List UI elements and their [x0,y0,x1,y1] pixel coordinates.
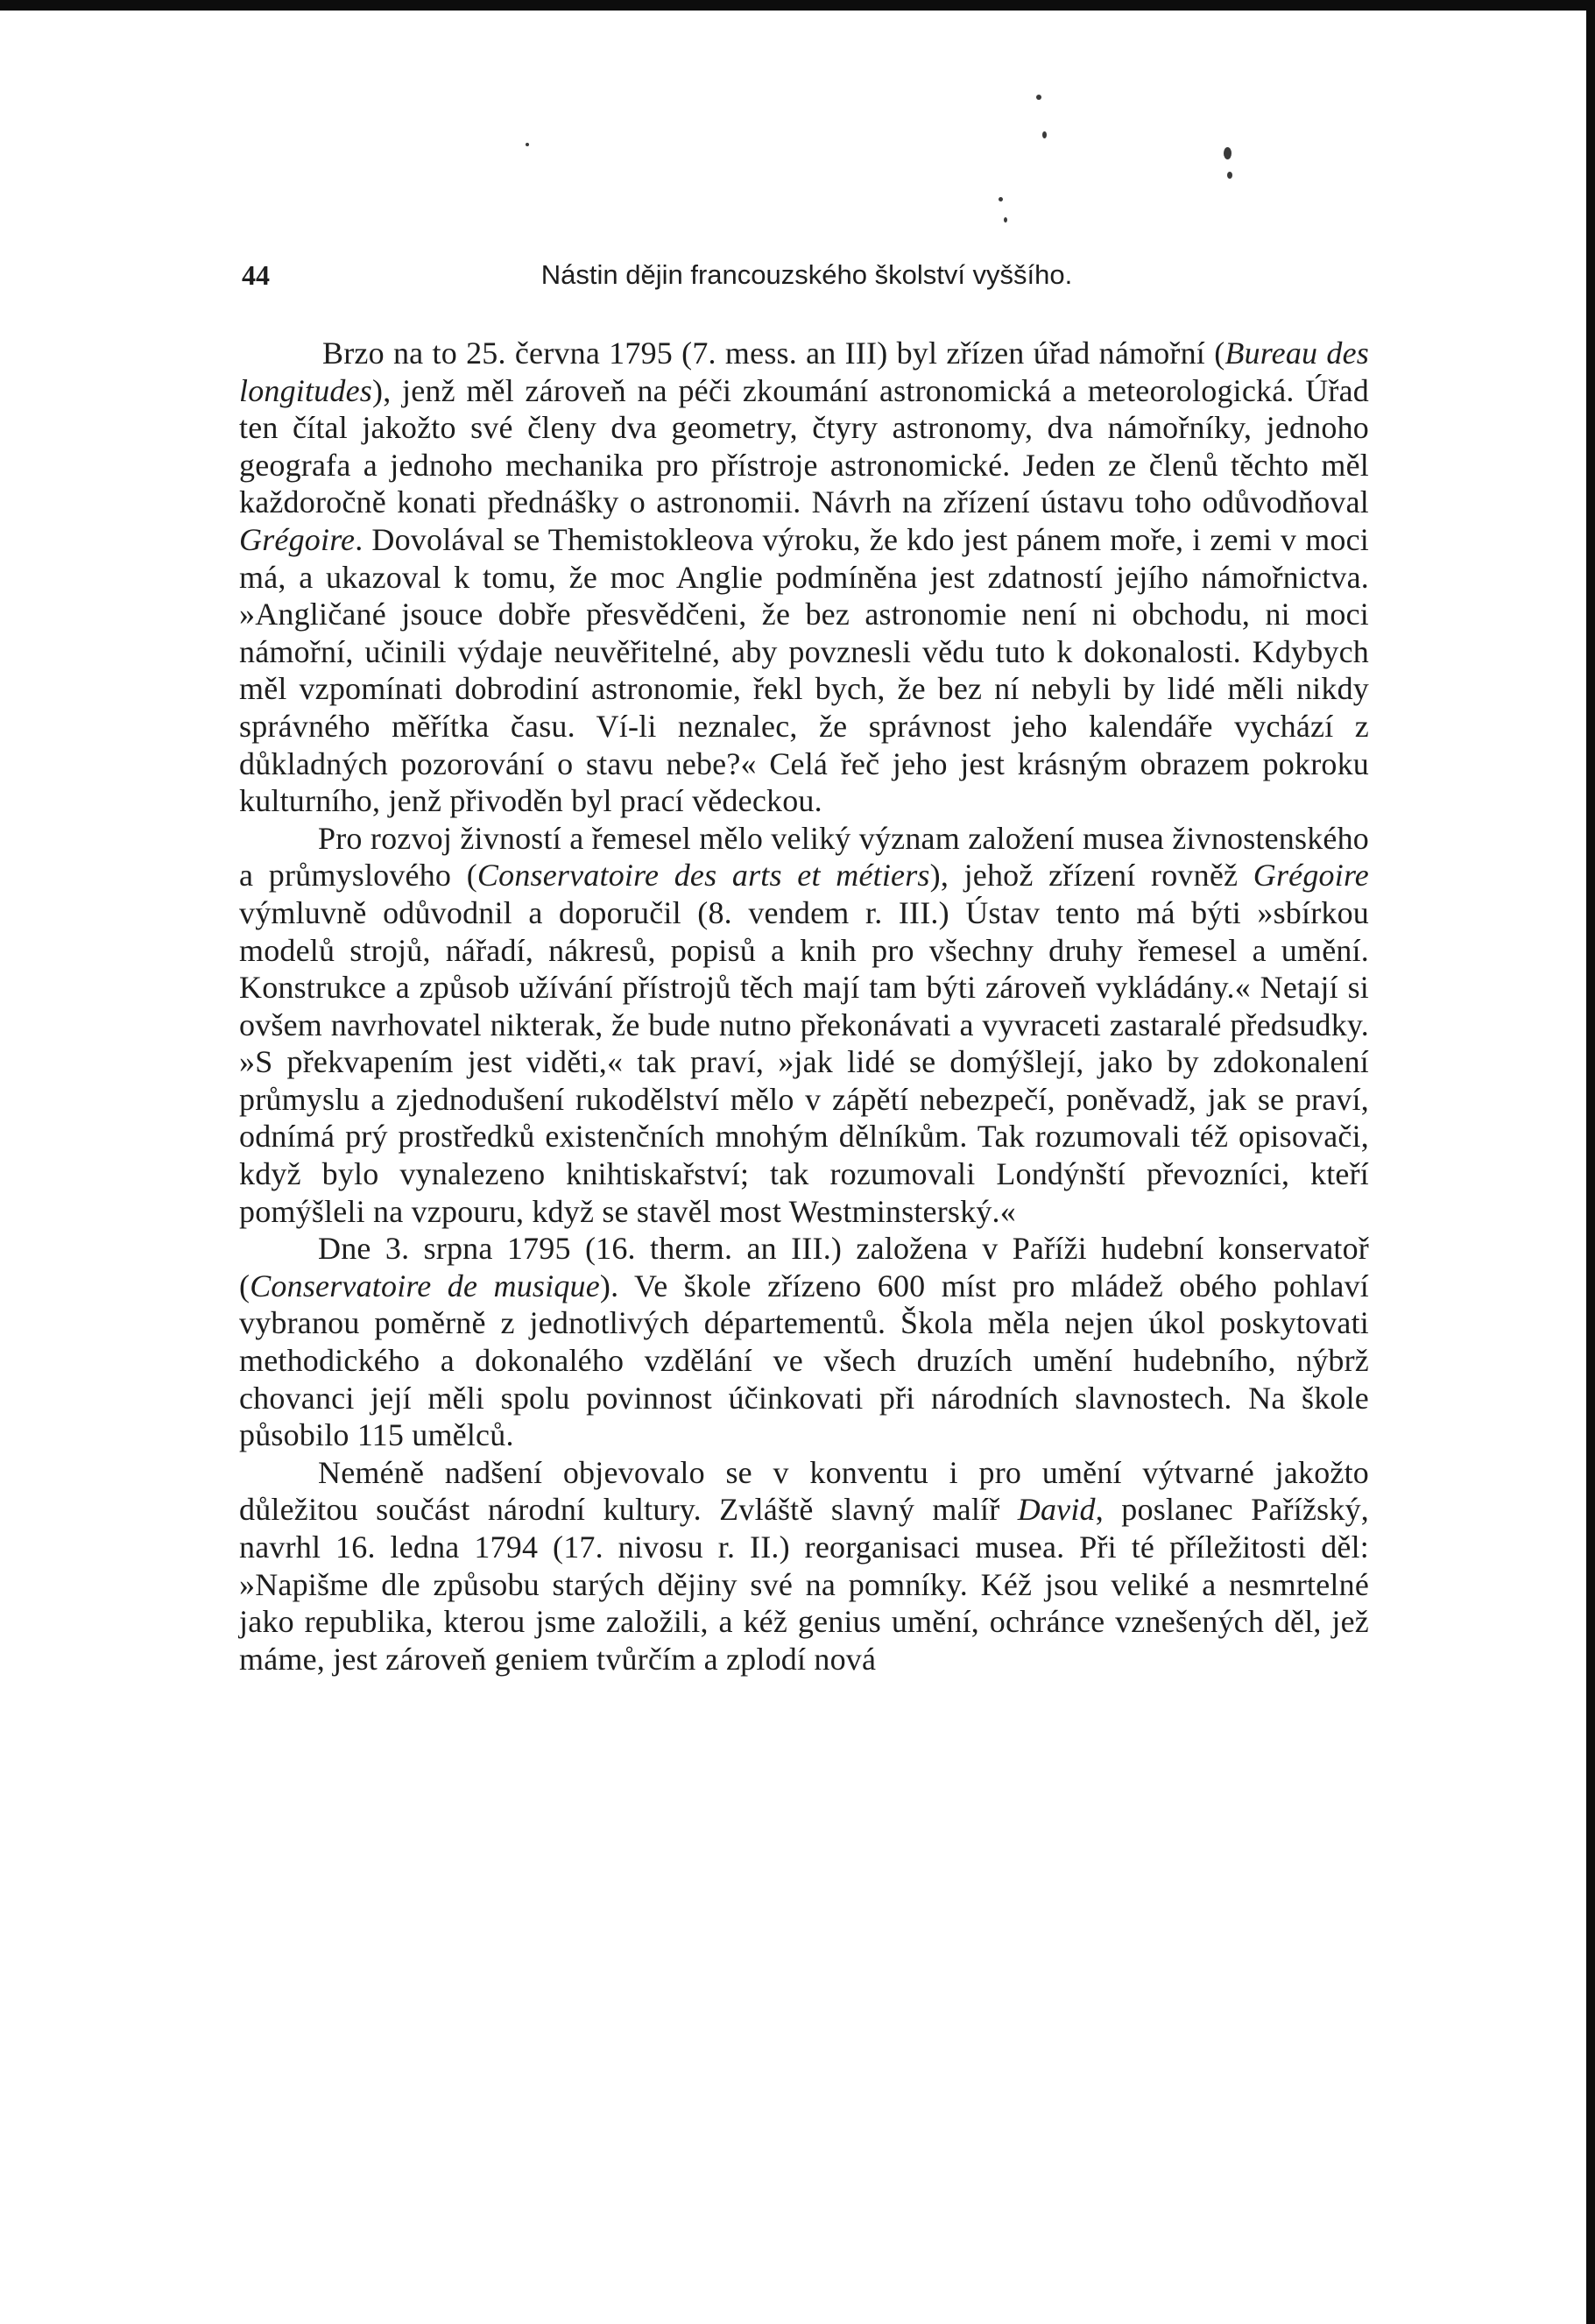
paragraph [239,820,1369,1231]
text-run: ), jehož zřízení rovněž [929,858,1253,894]
text-run: , poslanec Pařížský, navrhl 16. ledna 1794 (17. nivosu r. II.) reorganisaci musea. Při té příležitosti děl: »Napišme dle způsobu starých dějiny své na pomníky. Kéž jsou veliké a nesmrtelné jako republika, kterou jsme založili, a kéž genius umění, ochránce vznešených děl, jež máme, jest zároveň geniem tvůrčím a zplodí nová [239,1492,1369,1677]
scan-speck [999,197,1003,201]
italic-term: Conservatoire des arts et métiers [476,858,930,894]
text-run: Pro rozvoj živností a řemesel mělo veliký význam založení musea živnostenského a průmyslového ( [239,820,1369,894]
scan-border-right [1586,0,1595,2324]
scan-speck [1004,217,1007,223]
text-run: . Dovolával se Themistokleova výroku, že kdo jest pánem moře, i zemi v moci má, a ukazoval k tomu, že moc Anglie podmíněna jest zdatností jejího námořnictva. »Angličané jsouce dobře přesvědčeni, že bez astronomie není ni obchodu, ni moci námořní, učinili výdaje neuvěřitelné, aby povznesli vědu tuto k dokonalosti. Kdybych měl vzpomínati dobrodiní astronomie, řekl bych, že bez ní nebyli by lidé měli nikdy správného měřítka času. Ví-li neznalec, že správnost jeho kalendáře vychází z důkladných pozorování o stavu nebe?« Celá řeč jeho jest krásným obrazem pokroku kulturního, jenž přivoděn byl prací vědeckou. [239,521,1369,819]
italic-term: Conservatoire de musique [250,1268,600,1303]
scan-speck [1227,172,1232,179]
scan-speck [1036,95,1041,100]
italic-term: David [1017,1492,1096,1528]
scan-border-top [0,0,1595,11]
running-title: Nástin dějin francouzského školství vyššího. [540,259,1073,290]
scan-speck [1042,131,1047,138]
page-header [242,256,1372,294]
paragraph [239,1230,1369,1454]
scan-speck [526,143,529,146]
page-number: 44 [242,259,270,291]
italic-term: Bureau des longitudes [239,336,1370,408]
italic-term: Grégoire [239,521,356,557]
text-run: výmluvně odůvodnil a doporučil (8. vendem r. III.) Ústav tento má býti »sbírkou modelů strojů, nářadí, nákresů, popisů a knih pro všechny druhy řemesel a umění. Konstrukce a způsob užívání přístrojů těch mají tam býti zároveň vykládány.« Netají si ovšem navrhovatel nikterak, že bude nutno překonávati a vyvraceti zastaralé předsudky. »S překvapením jest viděti,« tak praví, »jak lidé se domýšlejí, jako by zdokonalení průmyslu a zjednodušení rukodělství mělo v zápětí nebezpečí, poněvadž, jak se praví, odnímá prý prostředků existenčních mnohým dělníkům. Tak rozumovali též opisovači, když bylo vynalezeno knihtiskařství; tak rozumovali Londýnští převozníci, kteří pomýšleli na vzpouru, když se stavěl most Westminsterský.« [239,894,1369,1229]
scan-speck [1224,147,1232,159]
text-run: ), jenž měl zároveň na péči zkoumání astronomická a meteorologická. Úřad ten čítal jakožto své členy dva geometry, čtyry astronomy, dva námořníky, jednoho geografa a jednoho mechanika pro přístroje astronomické. Jeden ze členů těchto měl každoročně konati přednášky o astronomii. Návrh na zřízení ústavu toho odůvodňoval [239,372,1369,520]
text-run: Neméně nadšení objevovalo se v konventu i pro umění výtvarné jakožto důležitou součást národní kultury. Zvláště slavný malíř [239,1454,1369,1528]
text-run: Dne 3. srpna 1795 (16. therm. an III.) založena v Paříži hudební konservatoř ( [239,1231,1369,1303]
text-run: ). Ve škole zřízeno 600 míst pro mládež obého pohlaví vybranou poměrně z jednotlivých départementů. Škola měla nejen úkol poskytovati methodického a dokonalého vzdělání ve všech druzích umění hudebního, nýbrž chovanci její měli spolu povinnost účinkovati při národních slavnostech. Na škole působilo 115 umělců. [239,1268,1369,1453]
italic-term: Grégoire [1253,858,1369,894]
paragraph [239,1454,1369,1678]
body-text [239,335,1369,1678]
paragraph [239,335,1369,820]
text-run: Brzo na to 25. června 1795 (7. mess. an III) byl zřízen úřad námořní ( [322,336,1225,371]
